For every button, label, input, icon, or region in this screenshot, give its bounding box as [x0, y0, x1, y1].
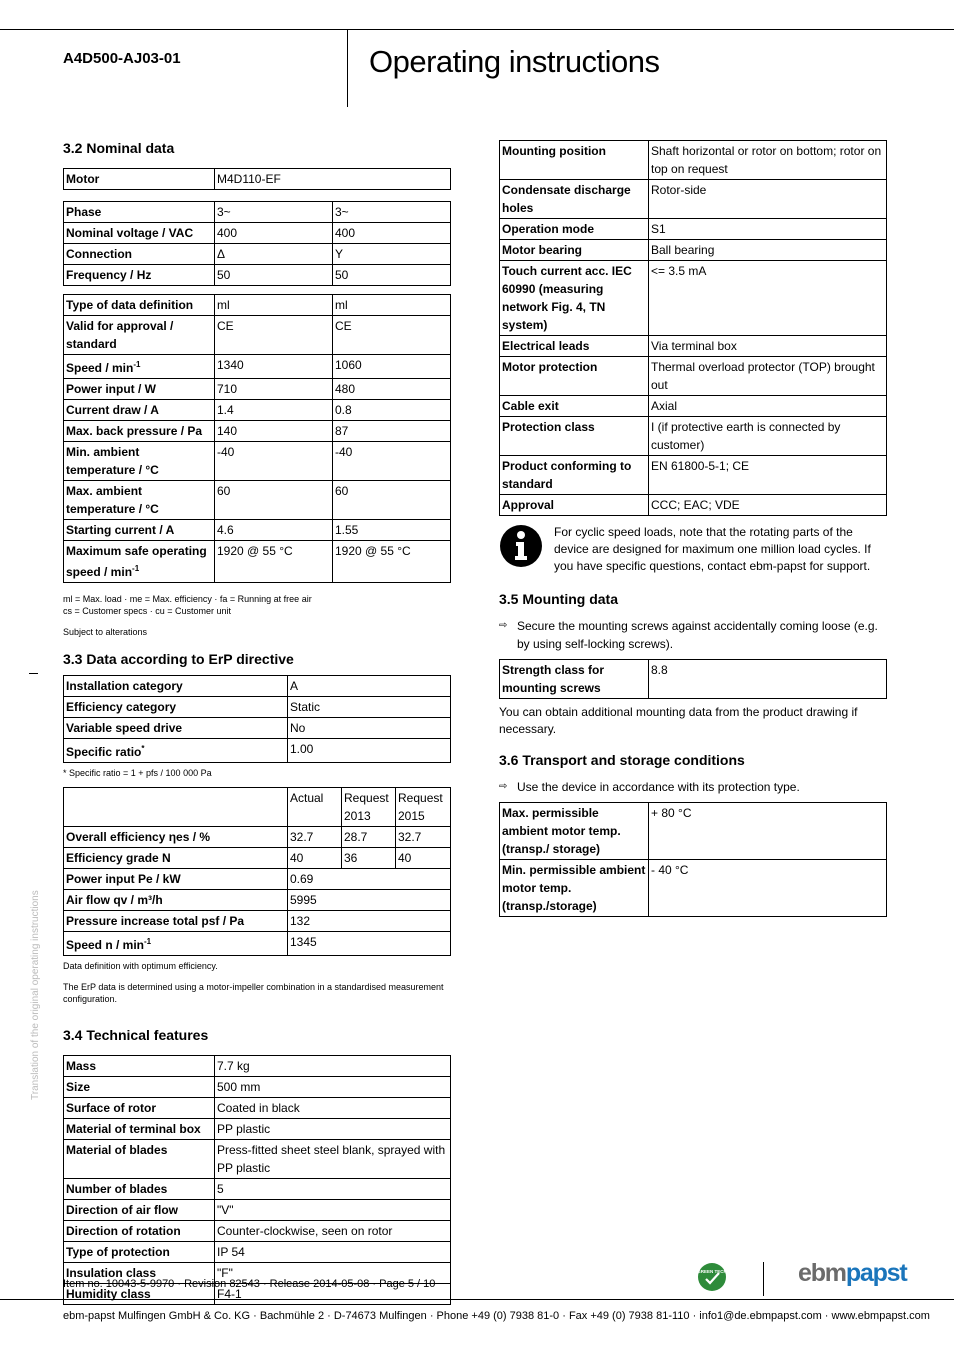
row-label: Min. ambient temperature / °C: [64, 442, 215, 481]
row-label: Connection: [64, 244, 215, 265]
row-label: Overall efficiency ηes / %: [64, 827, 288, 848]
row-label: Valid for approval / standard: [64, 316, 215, 355]
row-label: Humidity class: [64, 1284, 215, 1305]
table-row: [64, 869, 451, 890]
row-label: Mass: [64, 1056, 215, 1077]
table-row: [64, 890, 451, 911]
row-label: Material of blades: [64, 1140, 215, 1179]
row-value: 1920 @ 55 °C: [333, 541, 451, 583]
table-row: [64, 911, 451, 932]
row-label: Speed / $\min^{-1}$: [64, 355, 215, 379]
table-row: [64, 442, 451, 481]
row-value: Press-fitted sheet steel blank, sprayed with PP plastic: [215, 1140, 451, 1179]
section-heading-tech: 3.4 Technical features: [63, 1027, 209, 1043]
table-row: [64, 400, 451, 421]
row-label: Protection class: [500, 417, 649, 456]
row-value: PP plastic: [215, 1119, 451, 1140]
row-label: Strength class for mounting screws: [500, 660, 649, 699]
row-label: Max. ambient temperature / °C: [64, 481, 215, 520]
row-value: I (if protective earth is connected by customer): [649, 417, 887, 456]
row-value: 0.8: [333, 400, 451, 421]
row-value: -40: [333, 442, 451, 481]
table-row: [500, 240, 887, 261]
row-value: "F": [215, 1263, 451, 1284]
row-value: 87: [333, 421, 451, 442]
table-row: [64, 1221, 451, 1242]
row-value: 60: [333, 481, 451, 520]
table-row: [500, 660, 887, 699]
ebmpapst-logo: ebmpapst: [798, 1259, 907, 1287]
row-label: Pressure increase total psf / Pa: [64, 911, 288, 932]
table-row: [64, 1179, 451, 1200]
row-value: 500 mm: [215, 1077, 451, 1098]
section-heading-transport: 3.6 Transport and storage conditions: [499, 752, 745, 768]
row-value: Axial: [649, 396, 887, 417]
row-label: Maximum safe operating speed / $\min^{-1}$: [64, 541, 215, 583]
row-label: Product conforming to standard: [500, 456, 649, 495]
row-value: 50: [215, 265, 333, 286]
row-label: Size: [64, 1077, 215, 1098]
row-value: S1: [649, 219, 887, 240]
row-value: EN 61800-5-1; CE: [649, 456, 887, 495]
row-label: Number of blades: [64, 1179, 215, 1200]
electrical-table: [63, 201, 451, 286]
row-value: 1.55: [333, 520, 451, 541]
arrow-icon: ⇨: [499, 781, 508, 792]
table-row: [64, 265, 451, 286]
table-row: [64, 932, 451, 956]
item-revision-info: Item no. 10043-5-9970 · Revision 82543 · Release 2014-05-08 · Page 5 / 10: [63, 1278, 436, 1290]
table-row: [64, 1098, 451, 1119]
row-label: Max. permissible ambient motor temp. (transp./ storage): [500, 803, 649, 860]
row-value: 60: [215, 481, 333, 520]
table-row: [64, 244, 451, 265]
row-value: Request 2015: [396, 788, 451, 827]
legend-line-1: ml = Max. load · me = Max. efficiency · fa = Running at free air: [63, 594, 312, 604]
section-heading-mounting: 3.5 Mounting data: [499, 591, 618, 607]
row-value: Y: [333, 244, 451, 265]
row-label: Material of terminal box: [64, 1119, 215, 1140]
row-label: Motor protection: [500, 357, 649, 396]
table-row: [64, 788, 451, 827]
svg-text:GREEN TECH: GREEN TECH: [697, 1269, 727, 1274]
bullet-text: Use the device in accordance with its protection type.: [517, 780, 800, 794]
row-value: A: [288, 676, 451, 697]
table-row: [500, 336, 887, 357]
table-row: [500, 495, 887, 516]
legend-line-2: cs = Customer specs · cu = Customer unit: [63, 606, 232, 616]
row-value: Ball bearing: [649, 240, 887, 261]
row-value: Via terminal box: [649, 336, 887, 357]
row-value: 140: [215, 421, 333, 442]
table-row: [64, 1056, 451, 1077]
table-row: [500, 141, 887, 180]
row-value: CE: [215, 316, 333, 355]
row-value: 4.6: [215, 520, 333, 541]
row-label: Surface of rotor: [64, 1098, 215, 1119]
footer-rule: [0, 1299, 954, 1300]
row-label: Power input / W: [64, 379, 215, 400]
logo-divider: [763, 1262, 764, 1296]
green-tech-logo: [697, 1262, 727, 1292]
row-label: Direction of rotation: [64, 1221, 215, 1242]
table-row: [500, 860, 887, 917]
table-row: [500, 261, 887, 336]
row-value: 1.00: [288, 739, 451, 763]
row-value: 400: [215, 223, 333, 244]
row-value: 5995: [288, 890, 451, 911]
row-label: Insulation class: [64, 1263, 215, 1284]
left-column: [63, 140, 451, 1305]
table-row: [64, 355, 451, 379]
row-value: 50: [333, 265, 451, 286]
row-label: Starting current / A: [64, 520, 215, 541]
table-row: [64, 169, 451, 190]
row-value: [64, 788, 288, 827]
row-label: Min. permissible ambient motor temp. (transp./storage): [500, 860, 649, 917]
row-value: 480: [333, 379, 451, 400]
ratio-note: * Specific ratio = 1 + pfs / 100 000 Pa: [63, 768, 212, 778]
table-row: [64, 1242, 451, 1263]
row-value: Request 2013: [342, 788, 396, 827]
mounting-table: [499, 659, 887, 699]
side-note: Translation of the original operating instructions: [30, 890, 41, 1100]
row-value: -40: [215, 442, 333, 481]
row-value: Actual: [288, 788, 342, 827]
row-value: Rotor-side: [649, 180, 887, 219]
model-number: A4D500-AJ03-01: [63, 50, 181, 67]
nominal-data-table: [63, 294, 451, 583]
row-label: Efficiency grade N: [64, 848, 288, 869]
row-value: + 80 °C: [649, 803, 887, 860]
arrow-icon: ⇨: [499, 620, 508, 631]
row-value: 132: [288, 911, 451, 932]
row-value: 1060: [333, 355, 451, 379]
row-value: F4-1: [215, 1284, 451, 1305]
info-box: [499, 524, 887, 575]
row-label: Type of protection: [64, 1242, 215, 1263]
erp-note-2: The ErP data is determined using a motor-impeller combination in a standardised measurement configuration.: [63, 982, 444, 1004]
row-value: Counter-clockwise, seen on rotor: [215, 1221, 451, 1242]
table-row: [64, 223, 451, 244]
table-row: [64, 718, 451, 739]
row-value: 1.4: [215, 400, 333, 421]
table-row: [64, 520, 451, 541]
table-row: [500, 396, 887, 417]
row-value: M4D110-EF: [215, 169, 451, 190]
table-row: [500, 219, 887, 240]
row-value: Coated in black: [215, 1098, 451, 1119]
row-value: CE: [333, 316, 451, 355]
row-label: Specific ratio*: [64, 739, 288, 763]
table-row: [64, 827, 451, 848]
row-value: 40: [288, 848, 342, 869]
table-row: [64, 481, 451, 520]
row-value: 32.7: [288, 827, 342, 848]
table-row: [64, 1200, 451, 1221]
row-label: Installation category: [64, 676, 288, 697]
mounting-bullet: [499, 617, 887, 653]
section-heading-nominal: 3.2 Nominal data: [63, 140, 175, 156]
section-heading-erp: 3.3 Data according to ErP directive: [63, 651, 294, 667]
row-value: 32.7: [396, 827, 451, 848]
table-row: [64, 295, 451, 316]
motor-table: [63, 168, 451, 190]
features-table: [499, 140, 887, 516]
row-value: - 40 °C: [649, 860, 887, 917]
row-label: Motor: [64, 169, 215, 190]
table-row: [64, 1119, 451, 1140]
company-address: ebm-papst Mulfingen GmbH & Co. KG · Bachmühle 2 · D-74673 Mulfingen · Phone +49 (0) 7938 81-0 · Fax +49 (0) 7938 81-110 · info1@de.ebmpapst.com · www.ebmpapst.com: [63, 1310, 930, 1322]
transport-bullet: [499, 778, 887, 796]
row-label: Condensate discharge holes: [500, 180, 649, 219]
row-value: 3~: [333, 202, 451, 223]
table-row: [500, 803, 887, 860]
row-label: Electrical leads: [500, 336, 649, 357]
table-row: [64, 379, 451, 400]
row-label: Variable speed drive: [64, 718, 288, 739]
row-value: Δ: [215, 244, 333, 265]
erp-note-1: Data definition with optimum efficiency.: [63, 961, 218, 971]
table-row: [64, 316, 451, 355]
bullet-text: Secure the mounting screws against accidentally coming loose (e.g. by using self-locking screws).: [517, 619, 878, 651]
row-label: Approval: [500, 495, 649, 516]
row-value: 1920 @ 55 °C: [215, 541, 333, 583]
row-value: 1345: [288, 932, 451, 956]
table-row: [64, 421, 451, 442]
erp-efficiency-table: [63, 787, 451, 956]
row-label: Air flow qv / m³/h: [64, 890, 288, 911]
row-label: Direction of air flow: [64, 1200, 215, 1221]
alterations-note: Subject to alterations: [63, 627, 148, 637]
table-row: [500, 357, 887, 396]
row-label: Cable exit: [500, 396, 649, 417]
row-label: Speed n / $\min^{-1}$: [64, 932, 288, 956]
row-value: No: [288, 718, 451, 739]
row-value: 7.7 kg: [215, 1056, 451, 1077]
technical-table: [63, 1055, 451, 1305]
row-value: 400: [333, 223, 451, 244]
table-row: [500, 456, 887, 495]
row-label: Phase: [64, 202, 215, 223]
row-value: CCC; EAC; VDE: [649, 495, 887, 516]
right-column: [499, 140, 887, 917]
table-row: [64, 739, 451, 763]
row-value: Thermal overload protector (TOP) brought out: [649, 357, 887, 396]
row-label: Mounting position: [500, 141, 649, 180]
row-label: Frequency / Hz: [64, 265, 215, 286]
row-value: 0.69: [288, 869, 451, 890]
table-row: [64, 1077, 451, 1098]
row-label: Motor bearing: [500, 240, 649, 261]
info-text: For cyclic speed loads, note that the rotating parts of the device are designed for maximum one million load cycles. If you have specific questions, contact ebm-papst for support.: [554, 525, 871, 573]
transport-table: [499, 802, 887, 917]
fold-mark: [29, 673, 38, 674]
row-value: 36: [342, 848, 396, 869]
row-value: Static: [288, 697, 451, 718]
table-row: [64, 541, 451, 583]
erp-table: [63, 675, 451, 763]
row-value: 710: [215, 379, 333, 400]
row-label: Power input Pe / kW: [64, 869, 288, 890]
row-value: "V": [215, 1200, 451, 1221]
table-row: [500, 417, 887, 456]
header-rule: [0, 29, 954, 30]
row-label: Current draw / A: [64, 400, 215, 421]
row-value: Shaft horizontal or rotor on bottom; rotor on top on request: [649, 141, 887, 180]
table-row: [64, 697, 451, 718]
table-row: [64, 1140, 451, 1179]
row-label: Efficiency category: [64, 697, 288, 718]
row-value: 3~: [215, 202, 333, 223]
document-title: Operating instructions: [369, 44, 660, 79]
row-value: ml: [215, 295, 333, 316]
info-icon: [499, 524, 543, 568]
row-value: IP 54: [215, 1242, 451, 1263]
row-value: 1340: [215, 355, 333, 379]
row-value: 28.7: [342, 827, 396, 848]
row-value: 8.8: [649, 660, 887, 699]
table-row: [64, 676, 451, 697]
row-label: Nominal voltage / VAC: [64, 223, 215, 244]
mounting-note: You can obtain additional mounting data from the product drawing if necessary.: [499, 705, 858, 736]
row-value: ml: [333, 295, 451, 316]
table-row: [64, 202, 451, 223]
table-row: [64, 848, 451, 869]
table-row: [500, 180, 887, 219]
row-value: 40: [396, 848, 451, 869]
row-value: <= 3.5 mA: [649, 261, 887, 336]
row-label: Touch current acc. IEC 60990 (measuring network Fig. 4, TN system): [500, 261, 649, 336]
header-divider: [347, 29, 348, 107]
row-label: Max. back pressure / Pa: [64, 421, 215, 442]
row-label: Operation mode: [500, 219, 649, 240]
row-value: 5: [215, 1179, 451, 1200]
row-label: Type of data definition: [64, 295, 215, 316]
